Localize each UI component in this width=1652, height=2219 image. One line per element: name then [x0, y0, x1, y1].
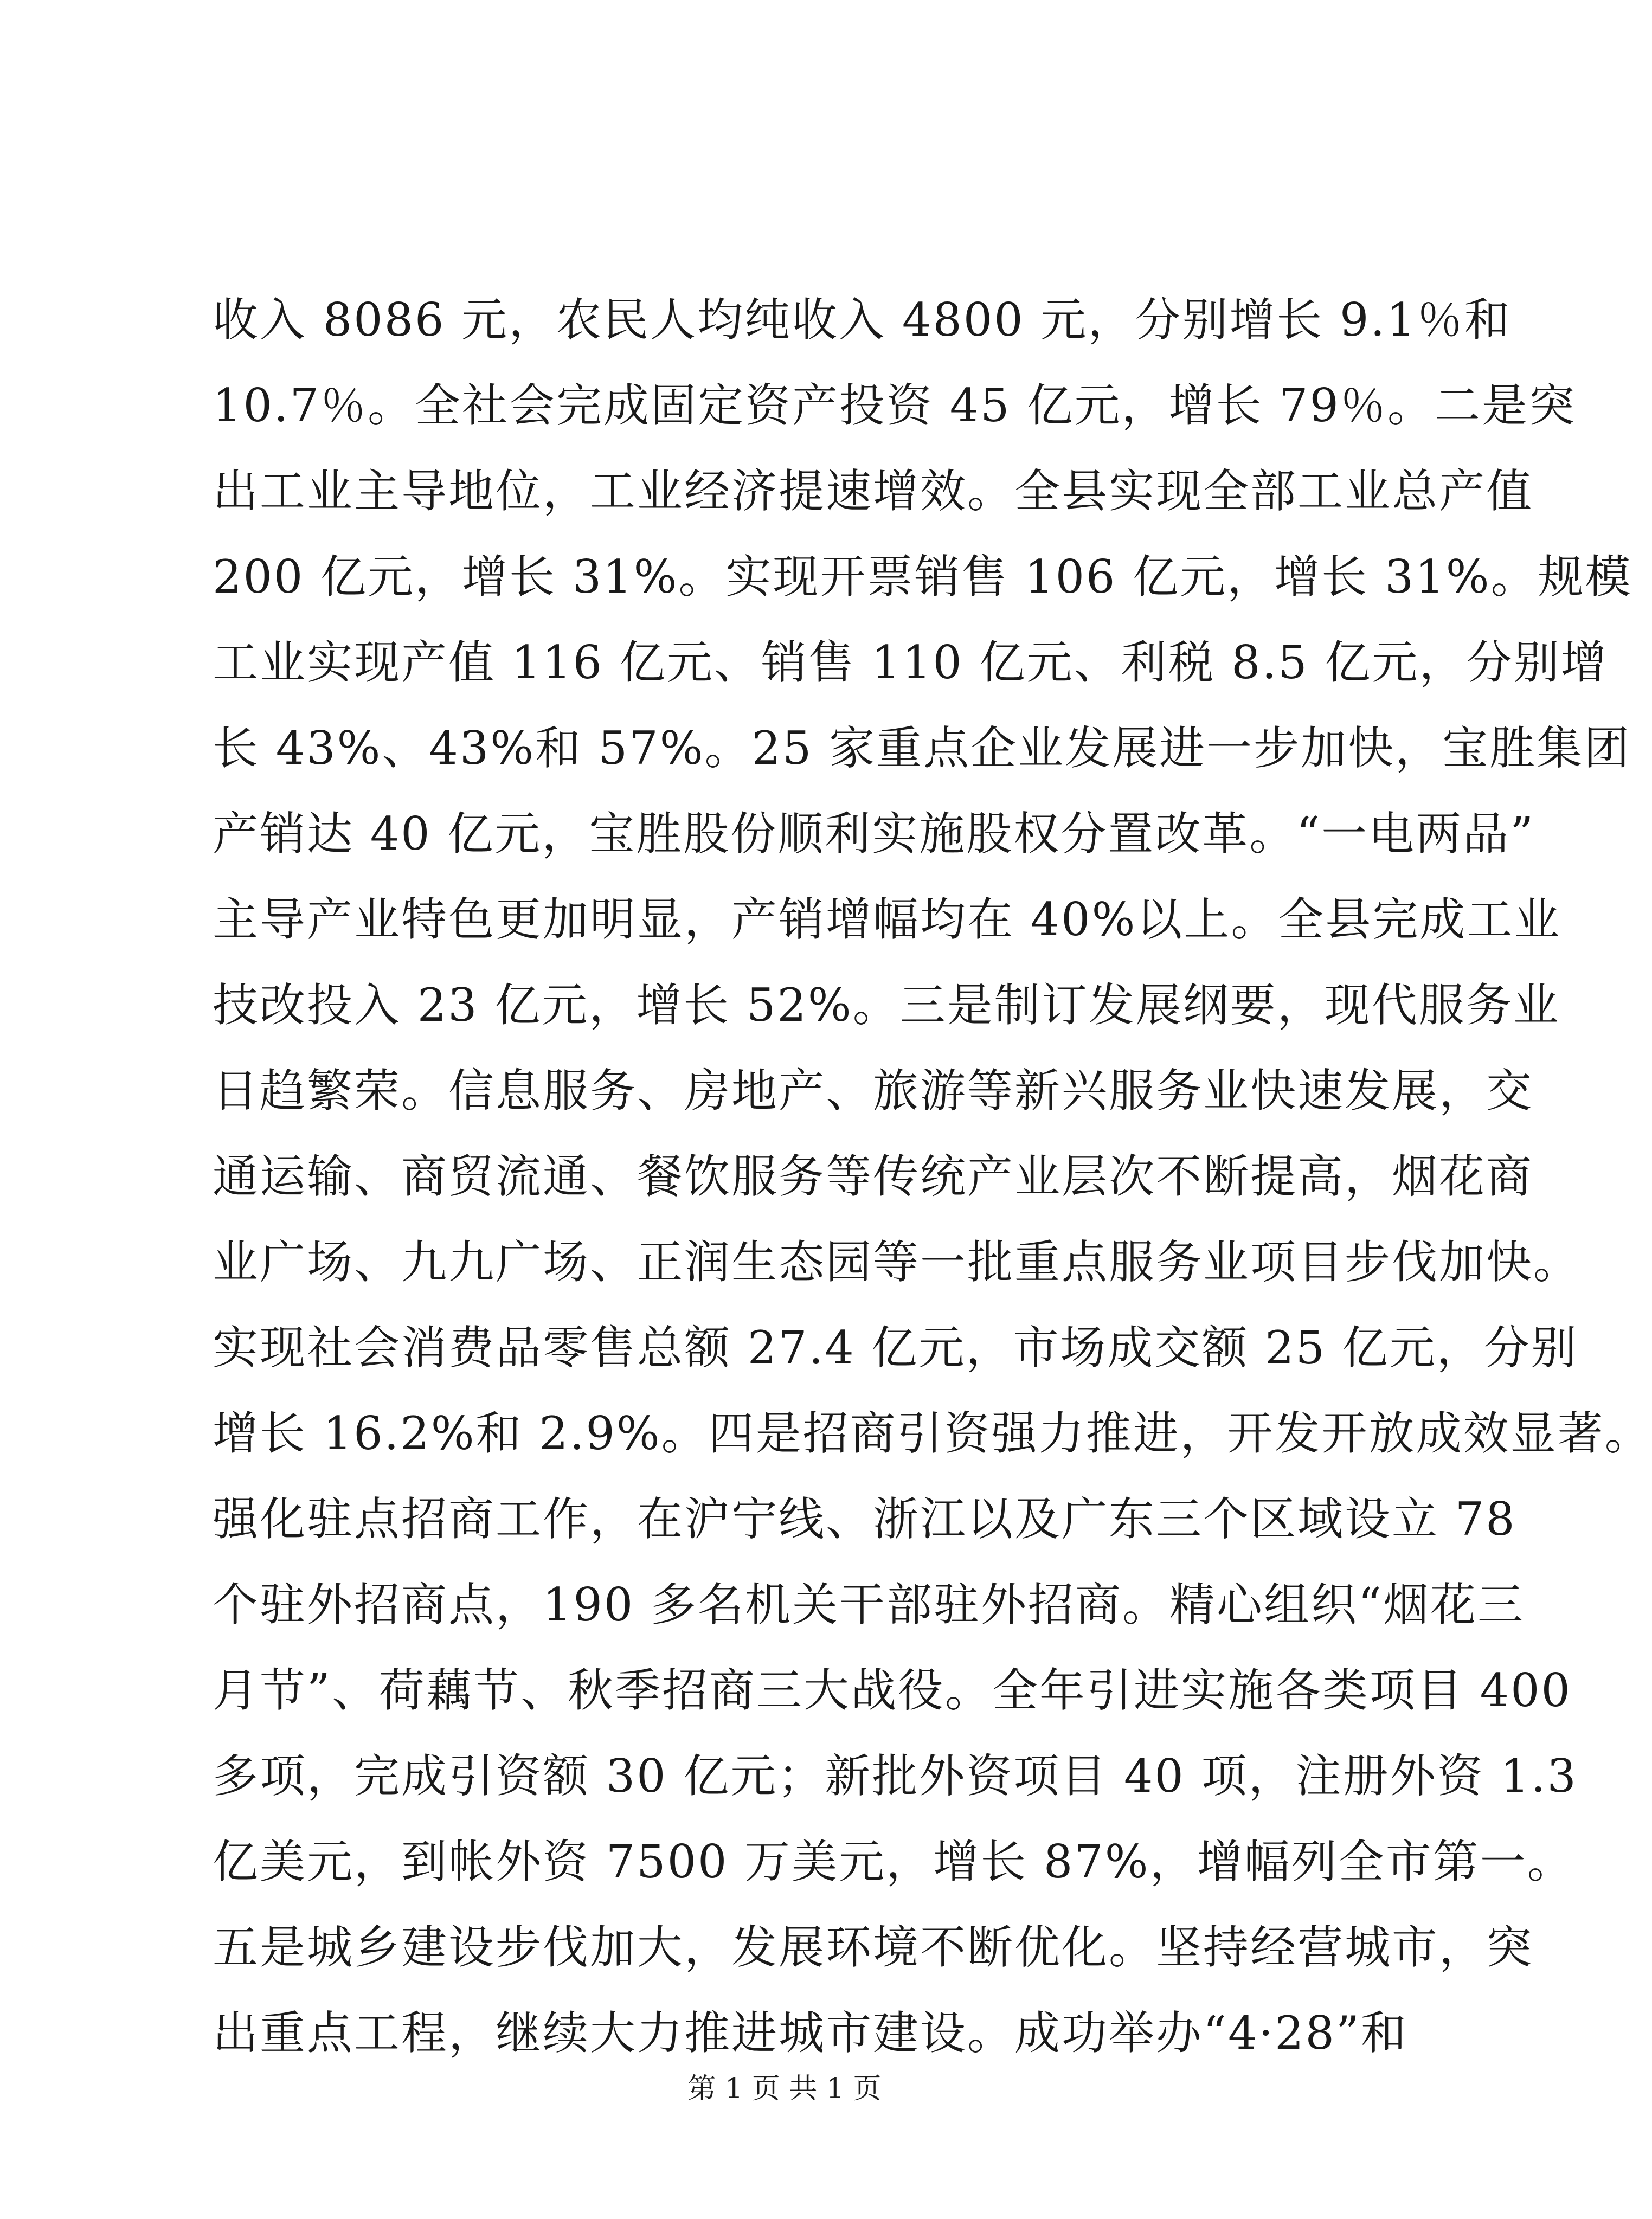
text-line: 工业实现产值 116 亿元、销售 110 亿元、利税 8.5 亿元，分别增 [213, 636, 1608, 689]
text-line: 技改投入 23 亿元，增长 52%。三是制订发展纲要，现代服务业 [213, 979, 1560, 1032]
text-line: 10.7％。全社会完成固定资产投资 45 亿元，增长 79％。二是突 [213, 379, 1576, 432]
text-line: 个驻外招商点，190 多名机关干部驻外招商。精心组织“烟花三 [213, 1578, 1525, 1631]
text-line: 月节”、荷藕节、秋季招商三大战役。全年引进实施各类项目 400 [213, 1664, 1572, 1717]
text-line: 收入 8086 元，农民人均纯收入 4800 元，分别增长 9.1％和 [213, 293, 1512, 346]
text-line: 出重点工程，继续大力推进城市建设。成功举办“4·28”和 [213, 2006, 1408, 2060]
text-line: 日趋繁荣。信息服务、房地产、旅游等新兴服务业快速发展，交 [213, 1064, 1534, 1117]
text-line: 200 亿元，增长 31%。实现开票销售 106 亿元，增长 31%。规模 [213, 550, 1632, 603]
text-line: 出工业主导地位，工业经济提速增效。全县实现全部工业总产值 [213, 465, 1534, 518]
text-line: 增长 16.2%和 2.9%。四是招商引资强力推进，开发开放成效显著。 [213, 1407, 1652, 1460]
text-line: 实现社会消费品零售总额 27.4 亿元，市场成交额 25 亿元，分别 [213, 1321, 1578, 1374]
text-line: 强化驻点招商工作，在沪宁线、浙江以及广东三个区域设立 78 [213, 1493, 1516, 1546]
text-line: 主导产业特色更加明显，产销增幅均在 40%以上。全县完成工业 [213, 893, 1561, 946]
text-line: 长 43%、43%和 57%。25 家重点企业发展进一步加快，宝胜集团 [213, 722, 1631, 775]
text-line: 业广场、九九广场、正润生态园等一批重点服务业项目步伐加快。 [213, 1236, 1581, 1289]
text-line: 通运输、商贸流通、餐饮服务等传统产业层次不断提高，烟花商 [213, 1150, 1534, 1203]
page-number-label: 第 1 页 共 1 页 [687, 2073, 882, 2105]
text-line: 五是城乡建设步伐加大，发展环境不断优化。坚持经营城市，突 [213, 1921, 1534, 1974]
page-footer [0, 2070, 1569, 2108]
text-line: 亿美元，到帐外资 7500 万美元，增长 87%，增幅列全市第一。 [213, 1835, 1574, 1888]
text-line: 产销达 40 亿元，宝胜股份顺利实施股权分置改革。“一电两品” [213, 807, 1535, 860]
text-line: 多项，完成引资额 30 亿元；新批外资项目 40 项，注册外资 1.3 [213, 1750, 1578, 1803]
